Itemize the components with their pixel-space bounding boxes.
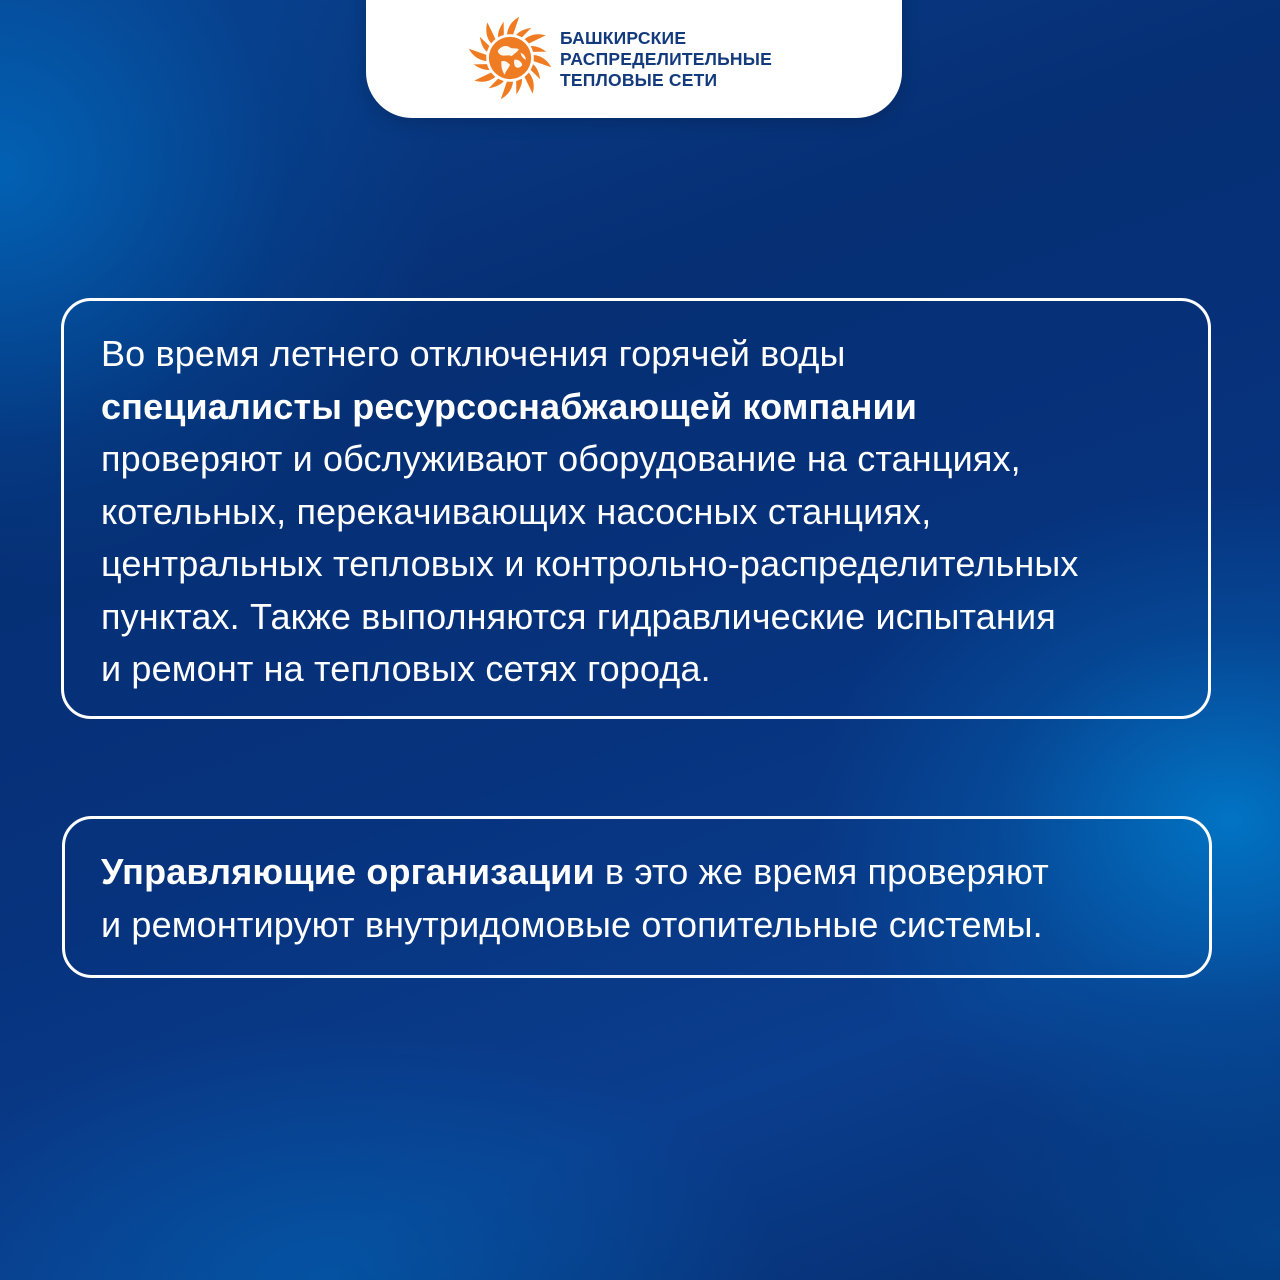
card-text-line: и ремонтируют внутридомовые отопительные системы.: [101, 903, 1043, 945]
card-text-line-bold: специалисты ресурсоснабжающей компании: [101, 385, 918, 427]
info-card-resource-company: [61, 298, 1211, 719]
card-text-line: котельных, перекачивающих насосных станциях,: [101, 490, 932, 532]
sun-ray: [507, 17, 519, 35]
sun-ray: [469, 49, 487, 61]
card-text-line: центральных тепловых и контрольно-распределительных: [101, 543, 1079, 584]
card-text-line: проверяют и обслуживают оборудование на станциях,: [101, 438, 1021, 479]
sun-ray: [498, 22, 504, 38]
sun-globe-icon: [466, 14, 554, 102]
sun-ray: [516, 79, 522, 95]
company-name-line: РАСПРЕДЕЛИТЕЛЬНЫЕ: [560, 49, 772, 69]
company-name-line: БАШКИРСКИЕ: [560, 28, 687, 48]
sun-ray: [501, 82, 513, 100]
company-name: [560, 28, 772, 91]
card-text-regular: в это же время проверяют: [594, 851, 1049, 892]
card-text-line: и ремонт на тепловых сетях города.: [101, 648, 711, 689]
card-text-line: Во время летнего отключения горячей воды: [101, 333, 846, 374]
sun-ray: [531, 46, 547, 52]
card-text-line: пунктах. Также выполняются гидравлические испытания: [101, 595, 1056, 637]
card-text-line: [101, 846, 1209, 899]
sun-ray: [534, 55, 552, 67]
card-text-bold: Управляющие организации: [101, 851, 595, 892]
logo-header: [366, 0, 902, 118]
sun-ray: [474, 64, 490, 70]
info-card-management-companies: [62, 816, 1212, 978]
company-name-line: ТЕПЛОВЫЕ СЕТИ: [560, 70, 718, 90]
